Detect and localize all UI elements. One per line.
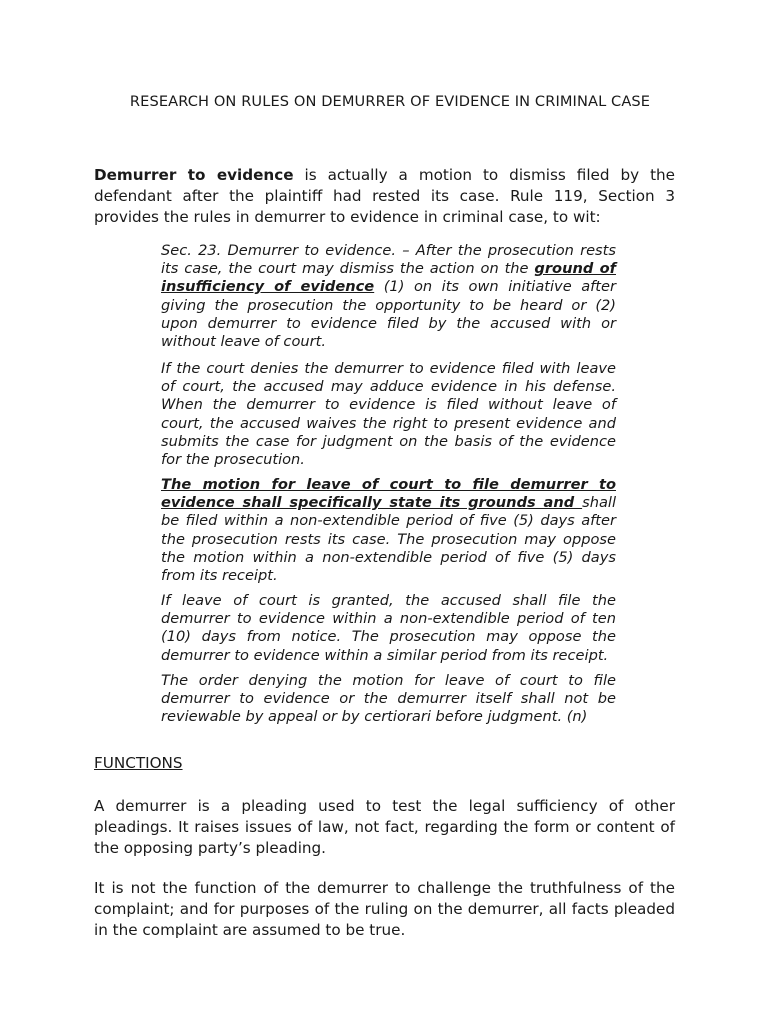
quote-p2-text: If the court denies the demurrer to evidence filed with leave of court, the accused may adduce evidence in his defense. When the demurrer to evidence is filed without leave of court, the accused waives the right to present evidence and submits the case for judgment on the basis of the evidence for the prosecution. bbox=[161, 360, 616, 469]
quoted-rule-paragraph-2 bbox=[139, 360, 616, 469]
quoted-rule-paragraph-4 bbox=[139, 592, 616, 665]
functions-paragraph-2: It is not the function of the demurrer to challenge the truthfulness of the complaint; and for purposes of the ruling on the demurrer, all facts pleaded in the complaint are assumed to be true. bbox=[94, 879, 675, 939]
quote-p5-text: The order denying the motion for leave of court to file demurrer to evidence or the demurrer itself shall not be reviewable by appeal or by certiorari before judgment. (n) bbox=[161, 672, 616, 726]
quote-p1-emphasis: ground of insufficiency of evidence bbox=[161, 260, 616, 296]
quoted-rule-paragraph-1 bbox=[139, 242, 616, 351]
document-title: RESEARCH ON RULES ON DEMURRER OF EVIDENCE IN CRIMINAL CASE bbox=[129, 93, 651, 110]
quoted-rule-paragraph-5 bbox=[139, 672, 616, 727]
functions-paragraph-1: A demurrer is a pleading used to test the legal sufficiency of other pleadings. It raises issues of law, not fact, regarding the form or content of the opposing party’s pleading. bbox=[94, 797, 675, 857]
quote-p1-end: (1) on its own initiative after giving the prosecution the opportunity to be heard or (2) upon demurrer to evidence filed by the accused with or without leave of court. bbox=[161, 278, 616, 351]
quote-p3-emphasis: The motion for leave of court to file demurrer to evidence shall specifically state its grounds and bbox=[161, 476, 616, 512]
quoted-rule-paragraph-3 bbox=[139, 476, 616, 585]
intro-text: is actually a motion to dismiss filed by the defendant after the plaintiff had rested its case. Rule 119, Section 3 provides the rules in demurrer to evidence in criminal case, to wit: bbox=[94, 166, 675, 226]
intro-term: Demurrer to evidence bbox=[94, 166, 294, 184]
quote-p3-rest: shall be filed within a non-extendible period of five (5) days after the prosecution rests its case. The prosecution may oppose the motion within a non-extendible period of five (5) days from its receipt. bbox=[161, 494, 616, 585]
quote-p1-start: Sec. 23. Demurrer to evidence. – After the prosecution rests its case, the court may dismiss the action on the bbox=[161, 242, 616, 278]
quote-p4-text: If leave of court is granted, the accused shall file the demurrer to evidence within a non-extendible period of ten (10) days from notice. The prosecution may oppose the demurrer to evidence within a similar period from its receipt. bbox=[161, 592, 616, 664]
intro-paragraph bbox=[94, 165, 675, 228]
functions-heading: FUNCTIONS bbox=[94, 754, 183, 772]
